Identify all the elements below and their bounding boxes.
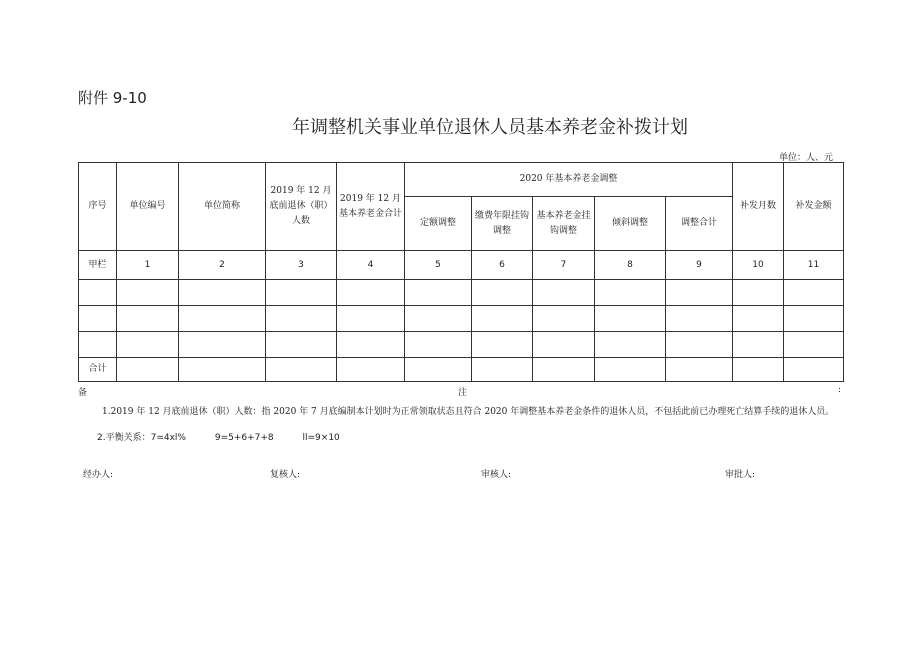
signature-auditor: 审核人:	[481, 470, 512, 480]
index-cell: 2	[179, 251, 266, 280]
header-unit-name: 单位简称	[179, 163, 266, 251]
header-tilt-adjust: 倾斜调整	[595, 197, 666, 251]
total-row	[79, 358, 844, 382]
allocation-table	[78, 162, 844, 382]
index-cell: 8	[595, 251, 666, 280]
header-fixed-adjust: 定额调整	[405, 197, 472, 251]
index-cell: 7	[533, 251, 595, 280]
page-title: 年调整机关事业单位退休人员基本养老金补拨计划	[292, 117, 688, 138]
index-cell: 6	[472, 251, 533, 280]
index-cell: 甲栏	[79, 251, 117, 280]
index-cell: 4	[337, 251, 405, 280]
signature-reviewer: 复核人:	[270, 470, 301, 480]
table-row	[79, 306, 844, 332]
total-label: 合计	[79, 358, 117, 382]
remarks-row	[78, 385, 843, 397]
table-row	[79, 332, 844, 358]
header-total-2019: 2019 年 12 月基本养老金合计	[337, 163, 405, 251]
note-2	[97, 430, 366, 443]
header-retirees: 2019 年 12 月底前退休（职）人数	[266, 163, 337, 251]
header-adjust-total: 调整合计	[666, 197, 733, 251]
note-1: 1.2019 年 12 月底前退休（职）人数：指 2020 年 7 月底编制本计划时为正常领取状态且符合 2020 年调整基本养老金条件的退休人员，不包括此前已办理死亡结算手续的退休人员。	[102, 407, 835, 417]
header-unit-code: 单位编号	[117, 163, 179, 251]
remarks-label-b: 注	[458, 388, 468, 398]
balance-relation-3: ll=9×10	[302, 433, 340, 443]
header-contribution-adjust: 缴费年限挂钩调整	[472, 197, 533, 251]
index-cell: 1	[117, 251, 179, 280]
signature-handler: 经办人:	[83, 470, 114, 480]
header-months: 补发月数	[733, 163, 784, 251]
unit-label: 单位：人、元	[779, 153, 834, 163]
header-group-2020: 2020 年基本养老金调整	[405, 163, 733, 197]
header-pension-adjust: 基本养老金挂钩调整	[533, 197, 595, 251]
index-cell: 11	[784, 251, 844, 280]
attachment-label: 附件 9-10	[78, 89, 147, 107]
index-row	[79, 251, 844, 280]
index-cell: 5	[405, 251, 472, 280]
remarks-label-c: :	[838, 385, 842, 395]
signature-approver: 审批人:	[725, 470, 756, 480]
table-row	[79, 280, 844, 306]
header-amount: 补发金额	[784, 163, 844, 251]
remarks-label-a: 备	[78, 388, 88, 398]
index-cell: 3	[266, 251, 337, 280]
index-cell: 10	[733, 251, 784, 280]
balance-relation-2: 9=5+6+7+8	[214, 433, 274, 443]
index-cell: 9	[666, 251, 733, 280]
header-seq: 序号	[79, 163, 117, 251]
balance-relation-1: 2.平衡关系：7=4xl%	[97, 433, 186, 443]
